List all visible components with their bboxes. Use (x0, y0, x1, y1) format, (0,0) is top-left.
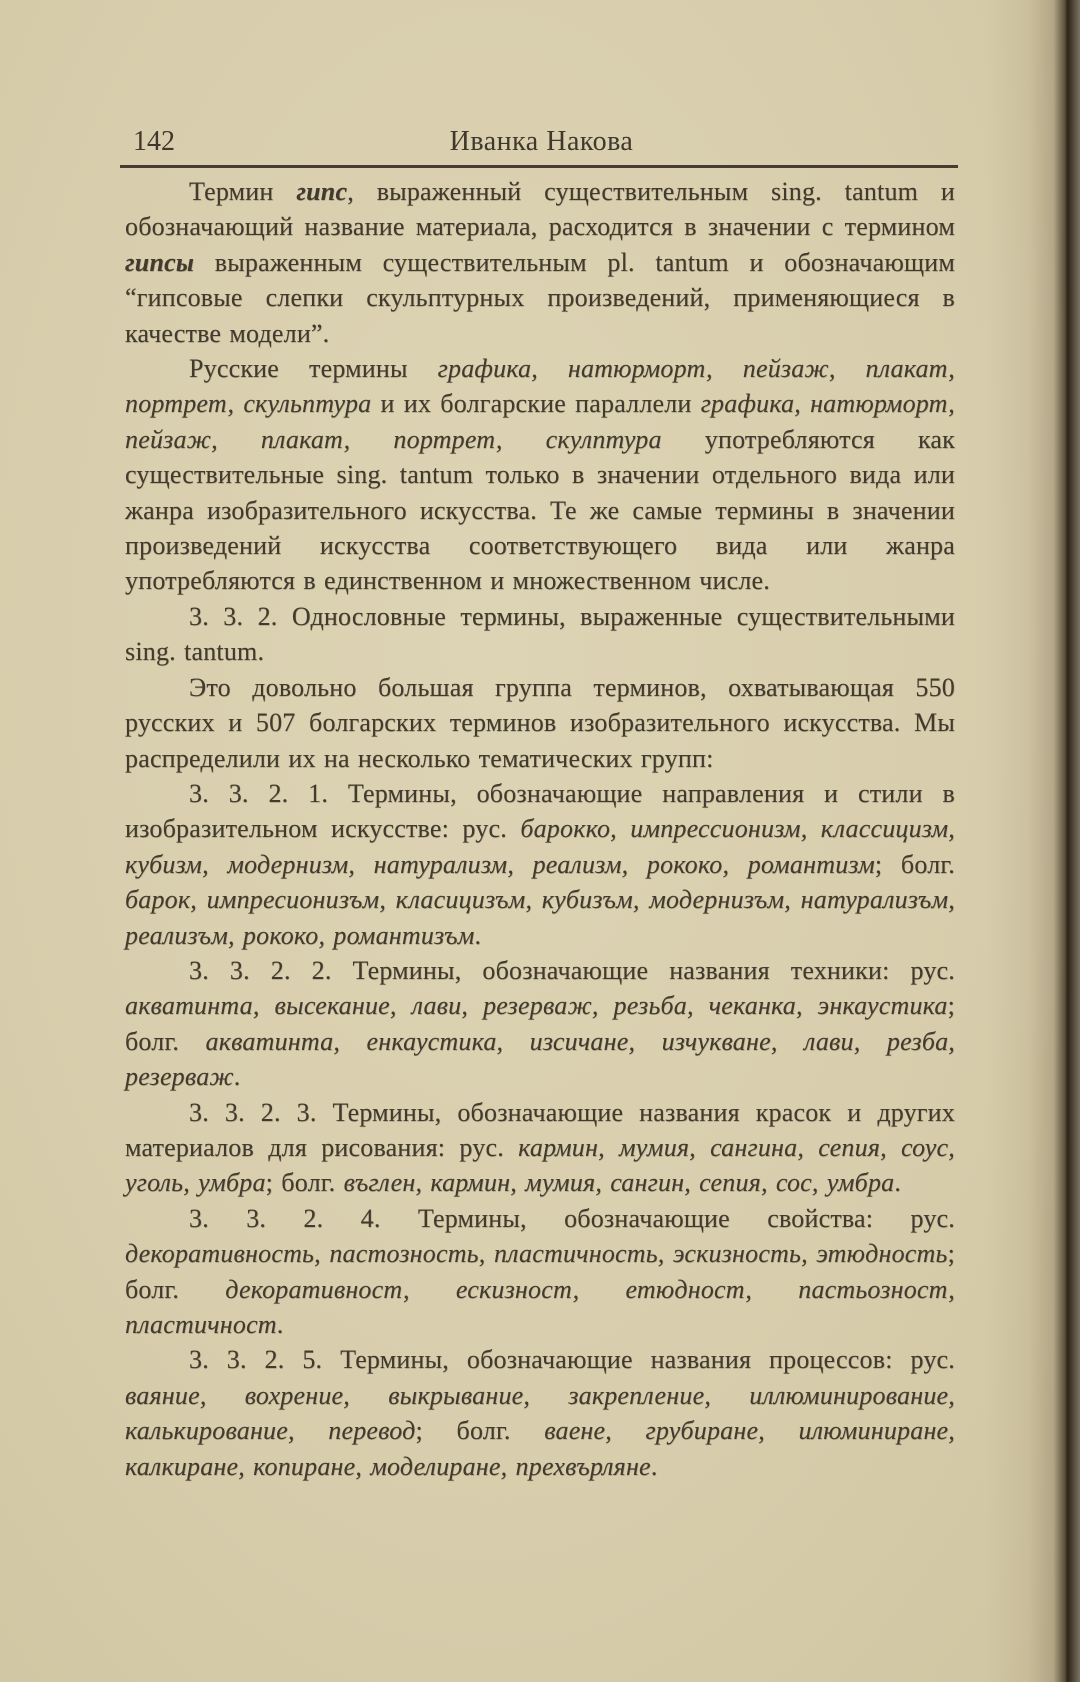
text-segment: ваяние, вохрение, выкрывание, закрепление, иллюминирование, калькирование, перевод (125, 1380, 955, 1446)
text-segment: Русские термины (189, 354, 438, 384)
paragraph (125, 1095, 955, 1201)
text-segment: выраженным существительным pl. tantum и обозначающим “гипсовые слепки скульптурных произведений, применяющиеся в качестве модели”. (125, 247, 955, 348)
text-segment: 3. 3. 2. 4. Термины, обозначающие свойства: рус. (189, 1203, 955, 1233)
paragraph (125, 599, 955, 670)
text-segment: . (233, 1062, 241, 1092)
text-segment: . (276, 1310, 284, 1339)
text-segment: , выраженный существительным sing. tantum и обозначающий название материала, расходится в значении с термином (125, 177, 955, 242)
text-segment: гипсы (125, 247, 195, 277)
text-segment: 3. 3. 2. 5. Термины, обозначающие названия процессов: рус. (189, 1345, 955, 1375)
text-segment: Термин (189, 177, 297, 206)
text-segment: графика, натюрморт, пейзаж, плакат, портрет, скулптура (125, 389, 955, 454)
text-segment: . (474, 920, 482, 950)
text-segment: гипс (296, 177, 348, 206)
text-segment: 3. 3. 2. 2. Термины, обозначающие названия техники: рус. (189, 955, 955, 985)
book-edge-shadow (985, 0, 1080, 1682)
running-head: Иванка Накова (449, 126, 634, 157)
paragraph (125, 670, 955, 776)
page-number: 142 (133, 126, 175, 157)
text-segment: барок, импресионизъм, класицизъм, кубизъм, модернизъм, натурализъм, реализъм, рококо, романтизъм (125, 885, 955, 950)
text-segment: декоративность, пастозность, пластичность, эскизность, этюдность (125, 1239, 948, 1269)
page-header (125, 126, 958, 164)
text-segment: 3. 3. 2. 1. Термины, обозначающие направления и стили в изобразительном искусстве: рус. (125, 778, 955, 844)
header-rule (120, 165, 958, 168)
text-segment: Это довольно большая группа терминов, охватывающая 550 русских и 507 болгарских терминов изобразительного искусства. Мы распределили их на несколько тематических групп: (125, 672, 955, 773)
paragraph (125, 351, 955, 599)
text-segment: декоративност, ескизност, етюдност, пастьозност, пластичност (125, 1274, 955, 1339)
text-segment: ваене, грубиране, илюминиране, калкиране, копиране, моделиране, прехвърляне (125, 1416, 955, 1481)
text-segment: ; болг. (874, 849, 956, 879)
text-segment: въглен, кармин, мумия, сангин, сепия, сос, умбра (343, 1168, 895, 1198)
text-segment: кармин, мумия, сангина, сепия, соус, уголь, умбра (125, 1132, 955, 1198)
text-segment: барокко, импрессионизм, классицизм, кубизм, модернизм, натурализм, реализм, рококо, романтизм (125, 814, 955, 879)
text-segment: 3. 3. 2. Однословные термины, выраженные существительными sing. tantum. (125, 601, 955, 667)
page-body (125, 174, 955, 1484)
text-segment: акватинта, высекание, лави, резерваж, резьба, чеканка, энкаустика (125, 991, 948, 1021)
text-segment: . (894, 1168, 902, 1198)
text-segment: употребляются как существительные sing. tantum только в значении отдельного вида или жанра изобразительного искусства. Те же самые термины в значении произведений искусства соответствующего вида или жанра употребляются в единственном и множественном числе. (125, 424, 956, 596)
paragraph (125, 776, 955, 953)
paragraph (125, 953, 955, 1095)
text-segment: ; болг. (125, 1239, 955, 1304)
text-segment: акватинта, енкаустика, изсичане, изчукване, лави, резба, резерваж (125, 1026, 955, 1092)
paragraph (125, 174, 955, 351)
text-segment: 3. 3. 2. 3. Термины, обозначающие названия красок и других материалов для рисования: рус. (125, 1097, 955, 1162)
text-segment: . (650, 1451, 658, 1481)
text-segment: ; болг. (415, 1416, 545, 1446)
text-segment: ; болг. (265, 1168, 344, 1198)
paragraph (125, 1342, 955, 1484)
paragraph (125, 1201, 955, 1343)
text-segment: ; болг. (125, 991, 955, 1056)
text-segment: и их болгарские параллели (371, 389, 701, 419)
text-segment: графика, натюрморт, пейзаж, плакат, портрет, скульптура (125, 354, 955, 419)
